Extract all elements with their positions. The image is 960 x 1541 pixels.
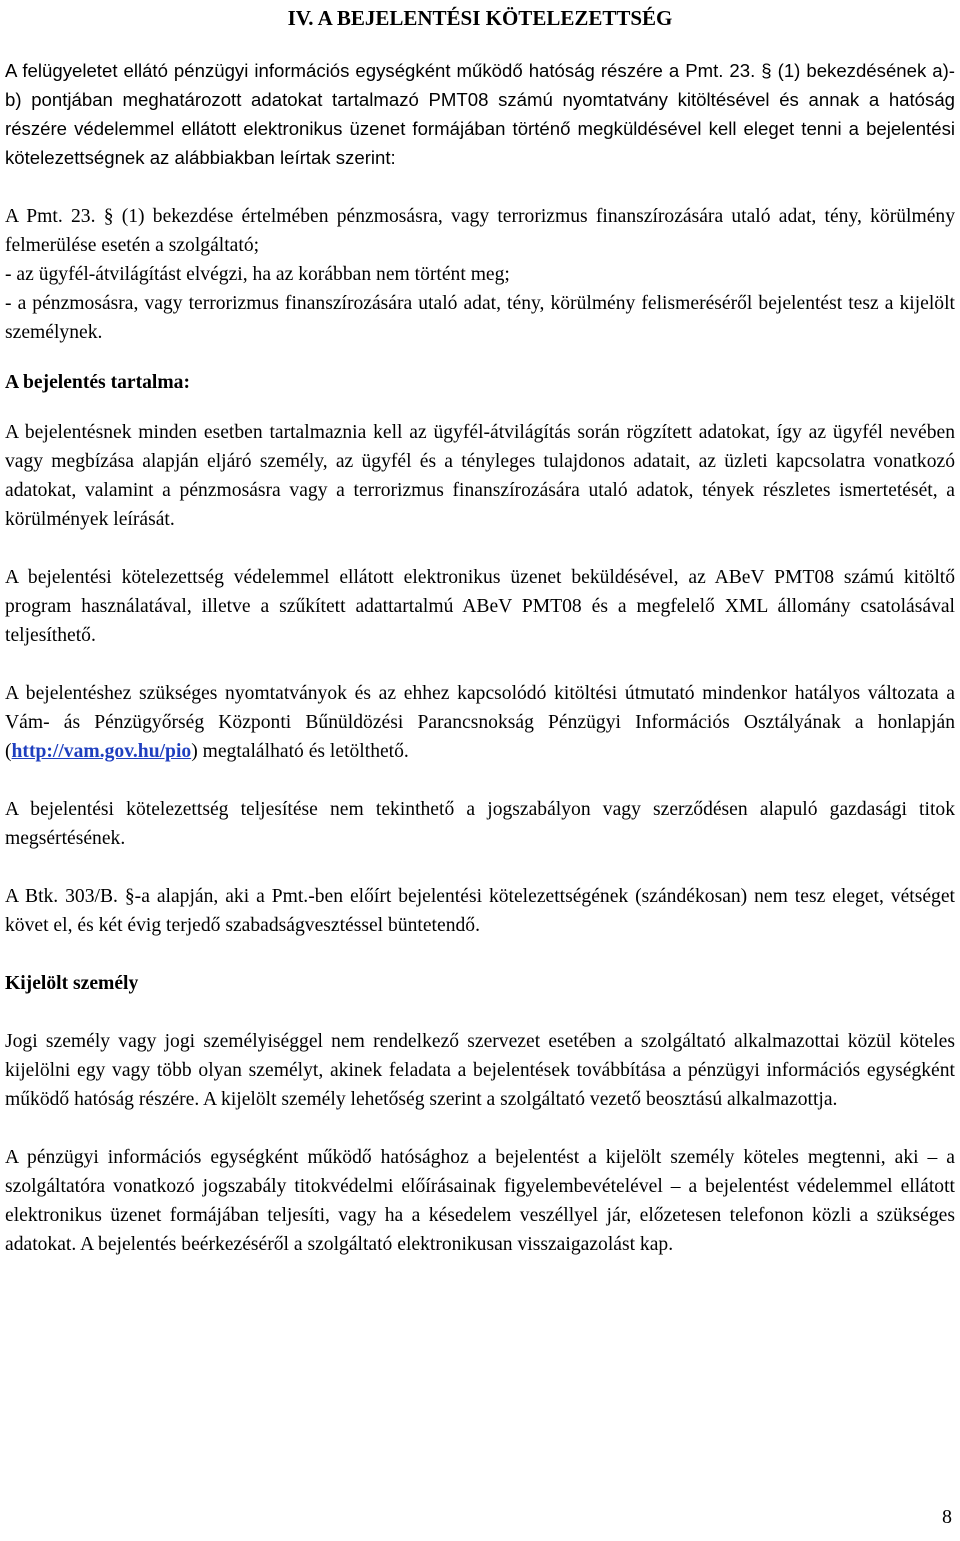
page-number: 8 (942, 1506, 952, 1528)
subheading-designated-person: Kijelölt személy (5, 973, 139, 994)
pmt-obligation-line: - a pénzmosásra, vagy terrorizmus finanszírozására utaló adat, tény, körülmény felismeréséről bejelentést tesz a kijelölt személynek. (5, 293, 955, 343)
paragraph-penalty: A Btk. 303/B. §-a alapján, aki a Pmt.-ben előírt bejelentési kötelezettségének (szándékosan) nem tesz eleget, vétséget követ el, és két évig terjedő szabadságvesztéssel büntetendő. (5, 886, 955, 936)
paragraph-forms (5, 679, 955, 766)
paragraph-intro: A felügyeletet ellátó pénzügyi információs egységként működő hatóság részére a Pmt. 23. § (1) bekezdésének a)-b) pontjában meghatározott adatokat tartalmazó PMT08 számú nyomtatvány kitöltésével és annak a hatóság részére védelemmel ellátott elektronikus üzenet formájában történő megküldésével kell eleget tenni a bejelentési kötelezettségnek az alábbiakban leírtak szerint: (5, 60, 955, 168)
paragraph-trade-secret: A bejelentési kötelezettség teljesítése nem tekinthető a jogszabályon vagy szerződésen alapuló gazdasági titok megsértésének. (5, 799, 955, 849)
forms-text-before: A bejelentéshez szükséges nyomtatványok és az ehhez kapcsolódó kitöltési útmutató mindenkor hatályos változata a Vám- ás Pénzügyőrség Központi Bűnüldözési Parancsnokság Pénzügyi Információs Osztályának a honlapján ( (5, 683, 955, 762)
section-title: IV. A BEJELENTÉSI KÖTELEZETTSÉG (287, 6, 673, 30)
paragraph-content-details: A bejelentésnek minden esetben tartalmaznia kell az ügyfél-átvilágítás során rögzített adatokat, így az ügyfél nevében vagy megbízása alapján eljáró személy, az ügyfél és a tényleges tulajdonos adatait, az üzleti kapcsolatra vonatkozó adatokat, valamint a pénzmosásra vagy a terrorizmus finanszírozására utaló adatok, tények részletes ismertetését, a körülmények leírását. (5, 422, 955, 530)
pmt-obligation-line: - az ügyfél-átvilágítást elvégzi, ha az korábban nem történt meg; (5, 264, 510, 285)
pmt-obligation-line: A Pmt. 23. § (1) bekezdése értelmében pénzmosásra, vagy terrorizmus finanszírozására utaló adat, tény, körülmény felmerülése esetén a szolgáltató; (5, 206, 955, 256)
subheading-content: A bejelentés tartalma: (5, 372, 190, 393)
paragraph-submission: A bejelentési kötelezettség védelemmel ellátott elektronikus üzenet beküldésével, az ABeV PMT08 számú kitöltő program használatával, illetve a szűkített adattartalmú ABeV PMT08 és a megfelelő XML állomány csatolásával teljesíthető. (5, 567, 955, 646)
forms-text-after: ) megtalálható és letölthető. (191, 741, 409, 762)
paragraph-pmt-obligation (5, 202, 955, 347)
paragraph-designation: Jogi személy vagy jogi személyiséggel nem rendelkező szervezet esetében a szolgáltató alkalmazottai közül köteles kijelölni egy vagy több olyan személyt, akinek feladata a bejelentések továbbítása a pénzügyi információs egységként működő hatóság részére. A kijelölt személy lehetőség szerint a szolgáltató vezető beosztású alkalmazottja. (5, 1031, 955, 1110)
document-page (5, 0, 955, 1259)
paragraph-reporting-procedure: A pénzügyi információs egységként működő hatósághoz a bejelentést a kijelölt személy köteles megtenni, aki – a szolgáltatóra vonatkozó jogszabály titokvédelmi előírásainak figyelembevételével – a bejelentést védelemmel ellátott elektronikus üzenet formájában teljesíti, vagy ha a késedelem veszéllyel jár, előzetesen telefonon közli a szükséges adatokat. A bejelentés beérkezéséről a szolgáltató elektronikusan visszaigazolást kap. (5, 1147, 955, 1255)
pio-website-link[interactable]: http://vam.gov.hu/pio (11, 741, 192, 762)
